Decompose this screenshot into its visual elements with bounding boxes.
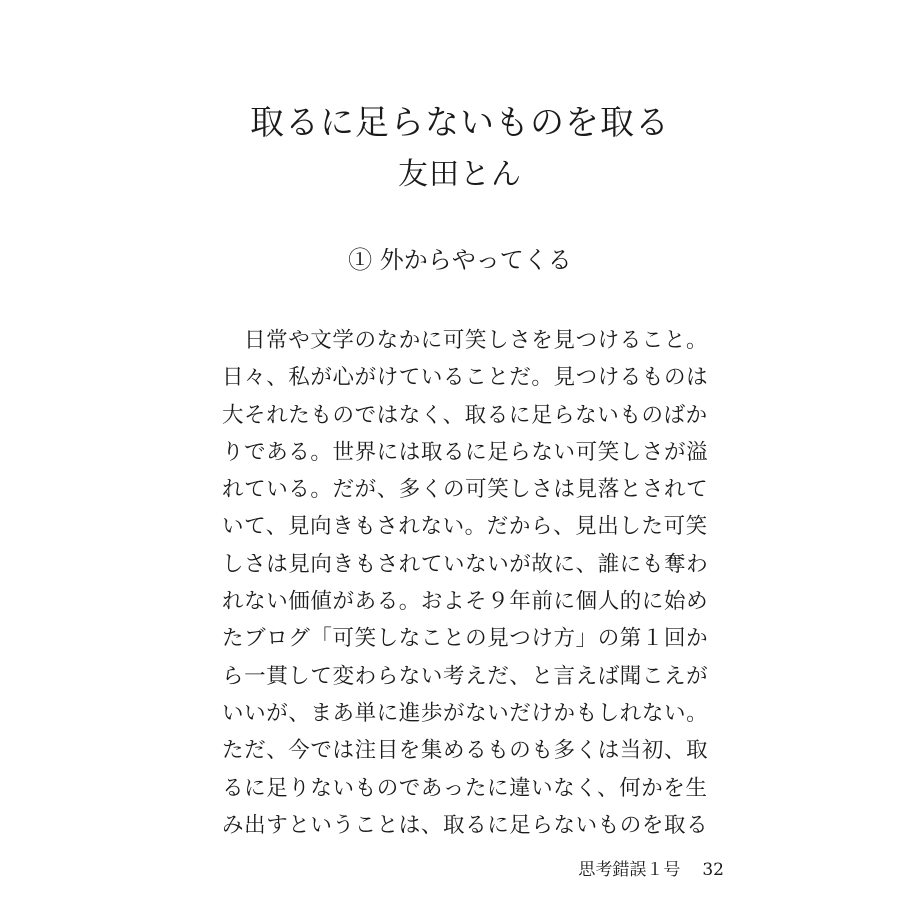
body-line: しさは見向きもされていないが故に、誰にも奪わ	[222, 551, 709, 577]
body-line: れない価値がある。およそ９年前に個人的に始め	[222, 589, 709, 615]
body-line: ただ、今では注目を集めるものも多くは当初、取	[222, 738, 709, 764]
body-line: み出すということは、取るに足らないものを取る	[222, 812, 709, 838]
body-line: 大それたものではなく、取るに足らないものばか	[222, 402, 708, 428]
body-line: いいが、まあ単に進歩がないだけかもしれない。	[222, 700, 709, 726]
body-line: たブログ「可笑しなことの見つけ方」の第１回か	[222, 626, 709, 652]
body-line: 日々、私が心がけていることだ。見つけるものは	[222, 365, 709, 391]
page-title: 取るに足らないものを取る	[250, 103, 670, 143]
body-line: りである。世界には取るに足らない可笑しさが溢	[222, 439, 709, 465]
body-line: れている。だが、多くの可笑しさは見落とされて	[222, 477, 709, 503]
section-heading: ① 外からやってくる	[348, 246, 572, 274]
body-line: るに足りないものであったに違いなく、何かを生	[222, 775, 708, 801]
author-name: 友田とん	[398, 157, 522, 192]
body-line: ら一貫して変わらない考えだ、と言えば聞こえが	[222, 663, 709, 689]
body-line: いて、見向きもされない。だから、見出した可笑	[222, 514, 708, 540]
publication-name: 思考錯誤１号	[578, 860, 681, 880]
body-line: 日常や文学のなかに可笑しさを見つけること。	[244, 328, 709, 353]
page-number: 32	[702, 860, 724, 880]
page-footer	[578, 856, 724, 884]
body-text	[222, 322, 709, 844]
